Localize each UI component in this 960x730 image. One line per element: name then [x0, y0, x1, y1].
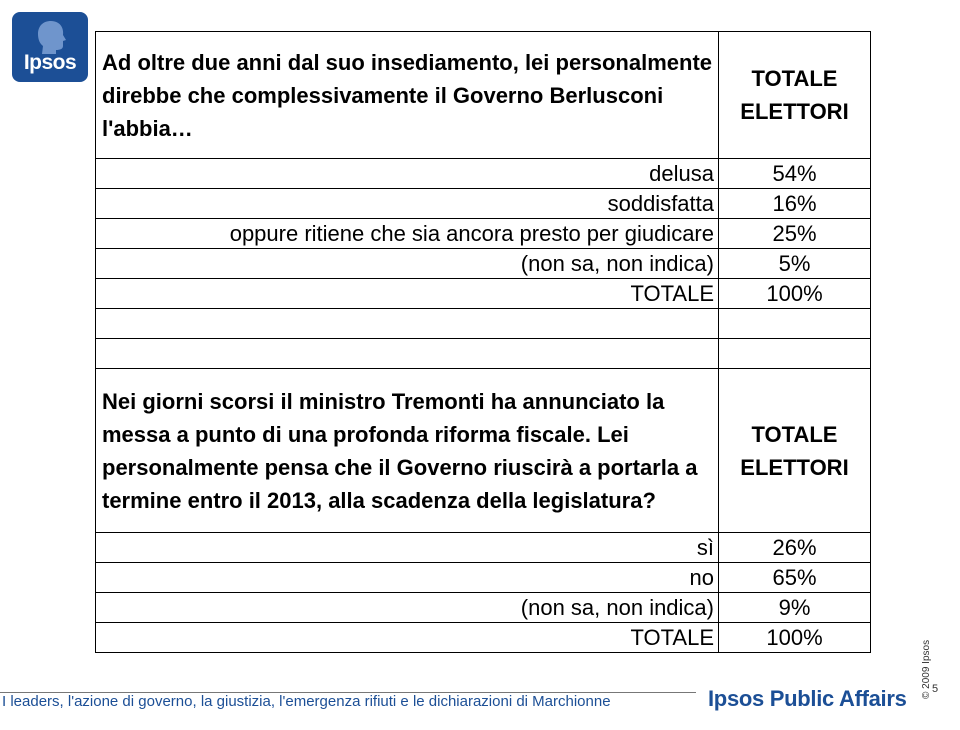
- table-row: [96, 563, 871, 593]
- empty-cell: [719, 339, 871, 369]
- row-value: 100%: [719, 623, 871, 653]
- empty-row: [96, 309, 871, 339]
- row-label: sì: [96, 533, 719, 563]
- row-value: 65%: [719, 563, 871, 593]
- row-label: soddisfatta: [96, 189, 719, 219]
- table-row-total: [96, 279, 871, 309]
- copyright-text: © 2009 Ipsos: [921, 639, 932, 699]
- table-row: [96, 593, 871, 623]
- row-value: 26%: [719, 533, 871, 563]
- ipsos-logo: [12, 12, 88, 82]
- table-row-total: [96, 623, 871, 653]
- logo-text: Ipsos: [23, 51, 77, 74]
- row-value: 9%: [719, 593, 871, 623]
- question-2-text: Nei giorni scorsi il ministro Tremonti ha annunciato la messa a punto di una profonda riforma fiscale. Lei personalmente pensa che il Governo riuscirà a portarla a termine entro il 2013, alla scadenza della legislatura?: [96, 369, 719, 533]
- table-row: [96, 219, 871, 249]
- empty-cell: [96, 309, 719, 339]
- table-row: [96, 249, 871, 279]
- row-label: (non sa, non indica): [96, 249, 719, 279]
- row-value: 100%: [719, 279, 871, 309]
- header-totale-elettori-2: TOTALE ELETTORI: [719, 369, 871, 533]
- header-totale-elettori-1: TOTALE ELETTORI: [719, 32, 871, 159]
- row-label: no: [96, 563, 719, 593]
- table-row: [96, 533, 871, 563]
- row-label: TOTALE: [96, 623, 719, 653]
- brand-name: Ipsos Public Affairs: [708, 686, 907, 711]
- profile-head-icon: [36, 20, 66, 54]
- question-1-text: Ad oltre due anni dal suo insediamento, lei personalmente direbbe che complessivamente il Governo Berlusconi l'abbia…: [96, 32, 719, 159]
- empty-row: [96, 339, 871, 369]
- row-label: oppure ritiene che sia ancora presto per giudicare: [96, 219, 719, 249]
- question-row-2: [96, 369, 871, 533]
- page-number: 5: [932, 683, 939, 695]
- row-value: 54%: [719, 159, 871, 189]
- row-label: (non sa, non indica): [96, 593, 719, 623]
- row-label: TOTALE: [96, 279, 719, 309]
- row-value: 16%: [719, 189, 871, 219]
- table-row: [96, 189, 871, 219]
- empty-cell: [96, 339, 719, 369]
- row-value: 25%: [719, 219, 871, 249]
- survey-table: [95, 31, 871, 653]
- empty-cell: [719, 309, 871, 339]
- question-row-1: [96, 32, 871, 159]
- footer-title: I leaders, l'azione di governo, la giustizia, l'emergenza rifiuti e le dichiarazioni di Marchionne: [2, 693, 611, 710]
- row-label: delusa: [96, 159, 719, 189]
- row-value: 5%: [719, 249, 871, 279]
- table-row: [96, 159, 871, 189]
